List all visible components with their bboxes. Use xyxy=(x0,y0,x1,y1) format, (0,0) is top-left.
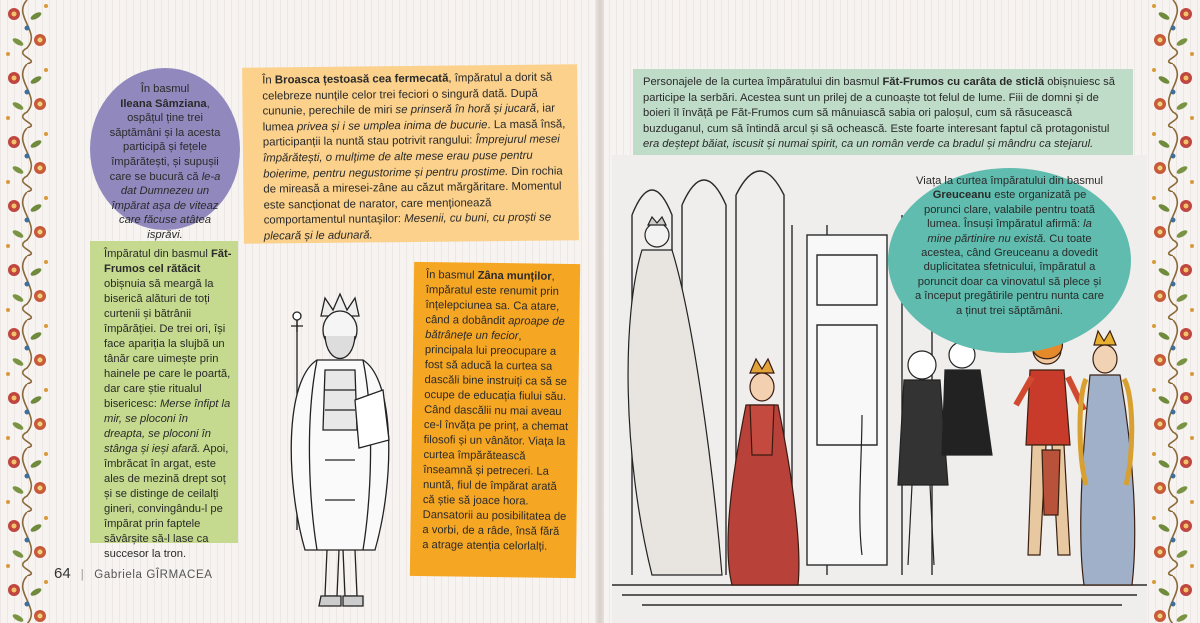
ratacit-text-2: obișnuia să meargă la biserică alături de toți curtenii și bătrânii împărăției. De trei ori, își face apariția la slujbă un tânăr care uimește prin hainele pe care le poartă, dar care știe ritualul bisericesc: xyxy=(104,278,231,410)
fat-frumos-ratacit-box xyxy=(90,241,238,560)
page-footer xyxy=(54,565,213,582)
floral-border-right xyxy=(1146,0,1200,623)
zana-text-3: , principala lui preocupare a fost să aducă la curtea sa dascăli bine instruiți ca să se ocupe de educația fiului său. Când dascălii nu mai aveau ce-l învăța pe prinț, a chemat filosofi și un vânător. Viața la curtea împărătească înseamnă și petreceri. La nuntă, fiul de împărat arată că știe să joace hora. Dansatorii au posibilitatea de a vorbi, de a râde, însă fără a atrage atenția celorlalți. xyxy=(422,330,569,553)
page-number: 64 xyxy=(54,565,71,582)
broasca-text-3: , iar lumea xyxy=(262,102,556,134)
ileana-samziana-bubble xyxy=(90,68,240,241)
zana-quote: aproape de bătrânețe un fecior xyxy=(425,315,565,343)
carata-quote: era deștept băiat, iscusit și numai spirit, ca un român verde ca bradul și mândru ca stejarul. xyxy=(643,138,1094,151)
broasca-quote-1: se prinseră în horă și jucară xyxy=(395,102,537,117)
ileana-text: , ospățul ține trei săptămâni și la acesta participă și fețele împărătești, și supușii care se bucură că xyxy=(109,97,221,183)
greuceanu-text-3: Cu toate acestea, când Greuceanu a dovedit duplicitatea sfetnicului, împăratul a poruncit doar ca vinovatul să plece și a început pregătirile pentru nunta care a ținut trei săptămâni. xyxy=(914,232,1105,317)
ratacit-title: Făt-Frumos cel rătăcit xyxy=(104,248,232,275)
ratacit-text-3: Apoi, îmbrăcat în argat, este ales de mezină drept soț și se distinge de ceilalți gineri, convingându-l pe împărat prin faptele săvârșite să-l lase ca succesor la tron. xyxy=(104,443,229,560)
greuceanu-title: Greuceanu xyxy=(932,189,992,202)
ratacit-quote: Merse înfipt la mir, se ploconi în dreapta, se ploconi în stânga și ieși afară. xyxy=(104,398,231,455)
broasca-testoasa-box xyxy=(242,64,579,243)
broasca-quote-3: Împrejurul mesei împărătești, o mulțime de alte mese erau puse pentru boierime, pentru negustorime și pentru prostime. xyxy=(262,133,560,181)
zana-muntilor-box xyxy=(410,262,580,578)
floral-border-left xyxy=(0,0,54,623)
author-name: Gabriela GÎRMACEA xyxy=(94,569,213,581)
broasca-text-4: . La masă însă, participanții la nuntă stau potrivit rangului: xyxy=(262,118,566,149)
broasca-text-1: În xyxy=(262,74,275,87)
ileana-title: Ileana Sâmziana xyxy=(120,97,207,110)
ileana-quote: le-a dat Dumnezeu un împărat așa de viteaz care făcuse atâtea isprăvi. xyxy=(111,170,221,241)
ratacit-text-1: Împăratul din basmul xyxy=(104,248,211,260)
carata-text-1: Personajele de la curtea împăratului din basmul xyxy=(643,76,883,88)
king-illustration xyxy=(265,280,415,620)
footer-separator: | xyxy=(80,569,85,581)
ileana-intro: În basmul xyxy=(140,83,190,95)
broasca-quote-2: privea și i se umplea inima de bucurie xyxy=(296,118,488,133)
greuceanu-bubble xyxy=(888,168,1131,353)
broasca-quote-4: Mesenii, cu buni, cu proști se plecară și le adunară. xyxy=(263,211,552,243)
greuceanu-text-1: Viața la curtea împăratului din basmul xyxy=(916,175,1103,187)
broasca-text-5: Din rochia de mireasă a miresei-zâne au căzut mărgăritare. Momentul este sancționat de narator, care menționează comportamentul nuntașilor: xyxy=(263,164,563,227)
book-gutter xyxy=(596,0,604,623)
zana-text-1: În basmul xyxy=(425,269,478,282)
zana-title: Zâna munților xyxy=(477,269,552,283)
greuceanu-text-2: este organizată pe porunci clare, valabile pentru toată lumea. Însuși împăratul afirmă: xyxy=(923,189,1096,231)
broasca-title: Broasca țestoasă cea fermecată xyxy=(274,72,449,87)
zana-text-2: , împăratul este renumit prin înțelepciunea sa. Ca atare, când a dobândit xyxy=(425,270,560,328)
carata-text-2: obișnuiesc să participe la serbări. Acestea sunt un prilej de a cunoaște tot felul de lume. Fiii de domni și de boieri îl învăță pe Făt-Frumos cum să mânuiască sabia ori paloșul, cum să răsucească buzduganul, cum să întindă arcul și să ochească. Este foarte interesant faptul că protagonistul xyxy=(643,76,1115,135)
broasca-text-2: , împăratul a dorit să celebreze nunțile celor trei feciori o singură dată. După cununie, perechile de miri xyxy=(262,71,553,118)
greuceanu-quote: la mine părtinire nu există. xyxy=(927,218,1092,245)
carata-title: Făt-Frumos cu carâta de sticlă xyxy=(882,76,1045,88)
